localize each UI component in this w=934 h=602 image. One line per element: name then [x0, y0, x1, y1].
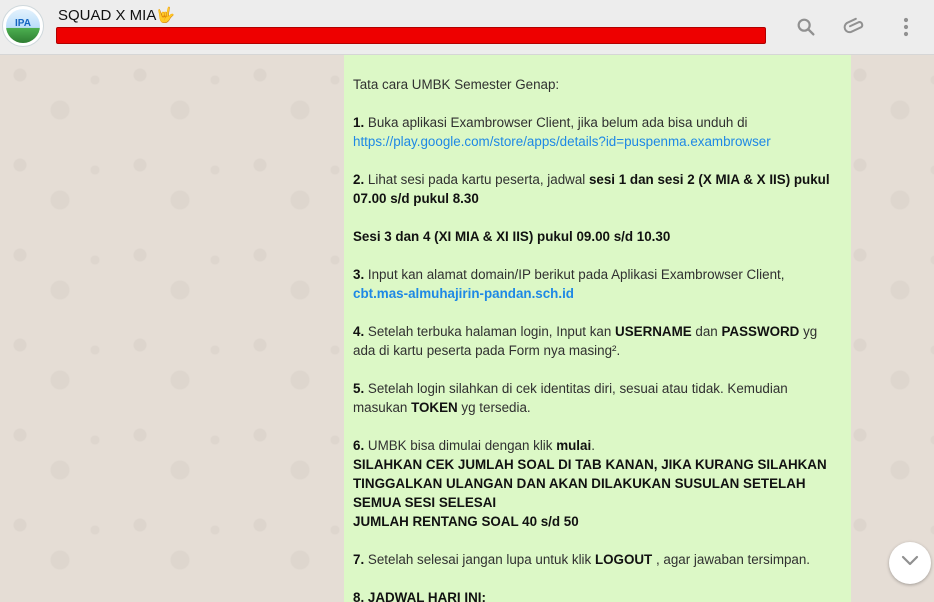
group-avatar[interactable]	[2, 5, 44, 47]
step-1-number: 1.	[353, 115, 365, 130]
step-5	[353, 379, 842, 417]
message-bubble[interactable]	[344, 55, 851, 602]
message-text	[353, 75, 842, 602]
mulai-label: mulai	[556, 438, 592, 453]
step-6-number: 6.	[353, 438, 365, 453]
step-1	[353, 113, 842, 151]
exambrowser-link[interactable]: https://play.google.com/store/apps/details?id=puspenma.exambrowser	[353, 134, 771, 149]
step-2-extra	[353, 227, 842, 246]
step-6-notice: SILAHKAN CEK JUMLAH SOAL DI TAB KANAN, JIKA KURANG SILAHKAN TINGGALKAN ULANGAN DAN AKAN DILAKUKAN SUSULAN SETELAH SEMUA SESI SELESAI	[353, 457, 827, 510]
step-8-heading: 8. JADWAL HARI INI:	[353, 590, 486, 602]
step-2-text: Lihat sesi pada kartu peserta, jadwal	[364, 172, 589, 187]
step-6-question-range: JUMLAH RENTANG SOAL 40 s/d 50	[353, 514, 579, 529]
scroll-down-button[interactable]	[889, 542, 931, 584]
step-5-text-b: yg tersedia.	[457, 400, 531, 415]
step-5-text-a: Setelah login silahkan di cek identitas diri, sesuai atau tidak. Kemudian masukan	[353, 381, 788, 415]
step-2-schedule-2: Sesi 3 dan 4 (XI MIA & XI IIS) pukul 09.00 s/d 10.30	[353, 229, 671, 244]
step-1-text: Buka aplikasi Exambrowser Client, jika belum ada bisa unduh di	[364, 115, 748, 130]
step-4-text-b: dan	[691, 324, 722, 339]
step-6	[353, 436, 842, 531]
step-5-number: 5.	[353, 381, 365, 396]
step-6-text-a: UMBK bisa dimulai dengan klik	[364, 438, 557, 453]
step-3-number: 3.	[353, 267, 365, 282]
step-4	[353, 322, 842, 360]
step-7-text-a: Setelah selesai jangan lupa untuk klik	[364, 552, 595, 567]
avatar-text: IPA	[15, 18, 31, 29]
group-name[interactable]: SQUAD X MIA🤟	[58, 7, 176, 24]
more-vert-icon[interactable]	[893, 14, 919, 40]
step-4-text-c: yg ada di kartu peserta pada Form nya masing².	[353, 324, 818, 358]
step-3-text: Input kan alamat domain/IP berikut pada Aplikasi Exambrowser Client,	[364, 267, 785, 282]
step-4-text-a: Setelah terbuka halaman login, Input kan	[364, 324, 616, 339]
username-label: USERNAME	[615, 324, 692, 339]
step-8	[353, 588, 842, 602]
step-7-number: 7.	[353, 552, 365, 567]
password-label: PASSWORD	[721, 324, 800, 339]
step-3	[353, 265, 842, 303]
intro-text: Tata cara UMBK Semester Genap:	[353, 77, 560, 92]
step-2	[353, 170, 842, 208]
step-6-text-b: .	[591, 438, 595, 453]
chat-header[interactable]	[0, 0, 934, 55]
step-7	[353, 550, 842, 569]
step-4-number: 4.	[353, 324, 365, 339]
token-label: TOKEN	[411, 400, 458, 415]
step-2-schedule: sesi 1 dan sesi 2 (X MIA & X IIS) pukul 07.00 s/d pukul 8.30	[353, 172, 830, 206]
logout-label: LOGOUT	[594, 552, 653, 567]
cbt-domain-link[interactable]: cbt.mas-almuhajirin-pandan.sch.id	[353, 286, 574, 301]
search-icon[interactable]	[793, 14, 819, 40]
step-7-text-b: , agar jawaban tersimpan.	[652, 552, 811, 567]
step-2-number: 2.	[353, 172, 365, 187]
redacted-participants-bar	[56, 27, 766, 44]
chevron-down-icon	[901, 554, 919, 572]
paperclip-icon[interactable]	[842, 14, 868, 40]
intro-line	[353, 75, 842, 94]
